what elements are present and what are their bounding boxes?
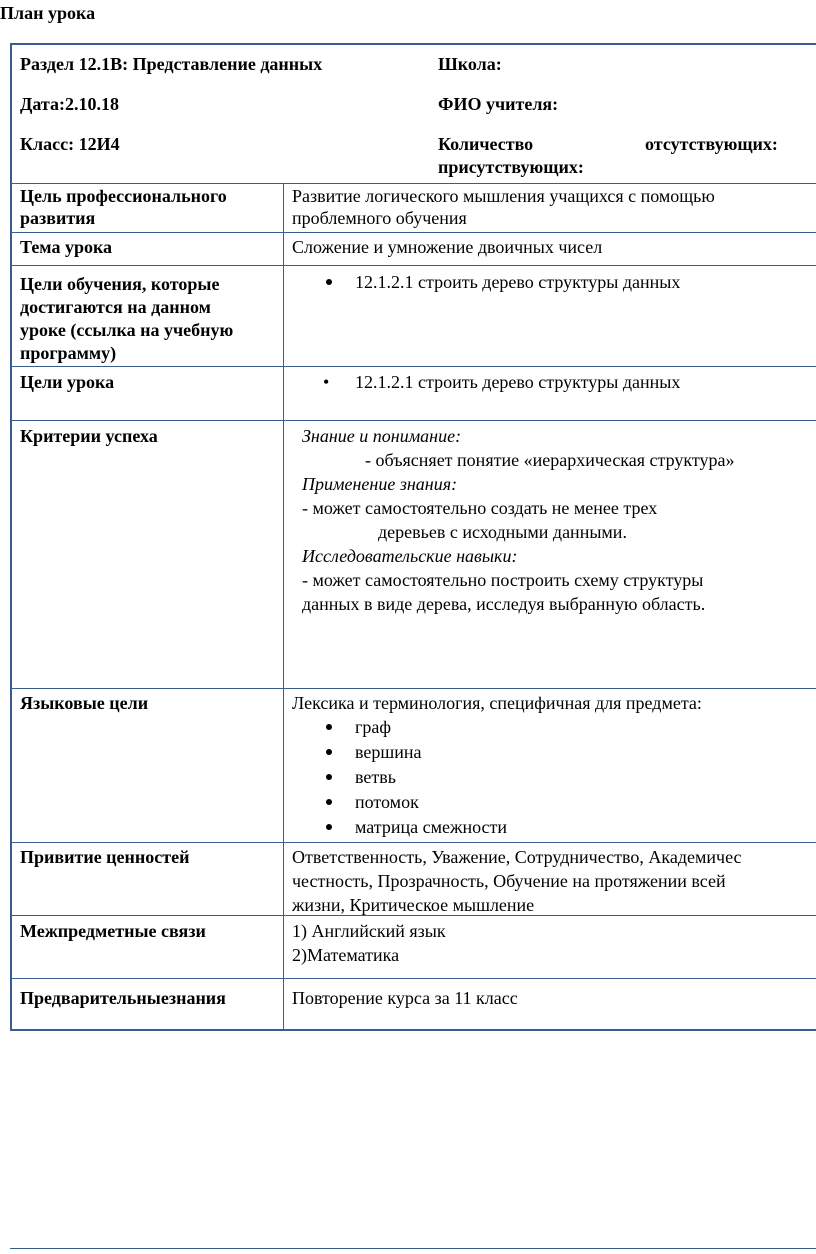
bullet-icon: [326, 279, 332, 285]
interdisciplinary-line: 2)Математика: [292, 945, 400, 965]
date-label: Дата:2.10.18: [20, 94, 119, 114]
bullet-icon: [326, 749, 332, 755]
school-label: Школа:: [438, 54, 502, 74]
section-label: Раздел 12.1В: Представление данных: [20, 54, 323, 74]
criteria-heading: Исследовательские навыки:: [302, 546, 518, 566]
values-line: честность, Прозрачность, Обучение на протяжении всей: [292, 871, 726, 891]
class-label: Класс: 12И4: [20, 134, 120, 154]
row-divider: [10, 265, 816, 266]
interdisciplinary-line: 1) Английский язык: [292, 921, 446, 941]
topic-label: Тема урока: [20, 237, 113, 257]
count-label: Количество: [438, 134, 534, 154]
row-divider: [10, 232, 816, 233]
language-item: ветвь: [355, 767, 396, 787]
bullet-icon: •: [323, 372, 330, 392]
criteria-line: деревьев с исходными данными.: [378, 522, 627, 542]
language-item: граф: [355, 717, 392, 737]
language-item: потомок: [355, 792, 419, 812]
bullet-icon: [326, 724, 332, 730]
prior-value: Повторение курса за 11 класс: [292, 988, 518, 1008]
prior-label: Предварительныезнания: [20, 988, 226, 1008]
criteria-line: данных в виде дерева, исследуя выбранную область.: [302, 594, 706, 614]
criteria-heading: Знание и понимание:: [302, 426, 462, 446]
interdisciplinary-label: Межпредметные связи: [20, 921, 206, 941]
lesson-goals-label: Цели урока: [20, 372, 115, 392]
present-label: присутствующих:: [438, 157, 584, 177]
criteria-line: - объясняет понятие «иерархическая структура»: [365, 450, 735, 470]
lesson-goals-item: 12.1.2.1 строить дерево структуры данных: [355, 372, 681, 392]
criteria-label: Критерии успеха: [20, 426, 158, 446]
bullet-icon: [326, 774, 332, 780]
footer-line: [10, 1248, 816, 1249]
bullet-icon: [326, 824, 332, 830]
objectives-label: программу): [20, 343, 117, 363]
row-divider: [10, 366, 816, 367]
row-divider: [10, 978, 816, 979]
goal-label: развития: [20, 208, 96, 228]
row-divider: [10, 183, 816, 184]
absent-label: отсутствующих:: [645, 134, 778, 154]
teacher-label: ФИО учителя:: [438, 94, 559, 114]
goal-value: проблемного обучения: [292, 208, 467, 228]
objectives-label: уроке (ссылка на учебную: [20, 320, 234, 340]
values-label: Привитие ценностей: [20, 847, 190, 867]
objectives-item: 12.1.2.1 строить дерево структуры данных: [355, 272, 681, 292]
row-divider: [10, 842, 816, 843]
goal-value: Развитие логического мышления учащихся с помощью: [292, 186, 715, 206]
criteria-line: - может самостоятельно построить схему структуры: [302, 570, 704, 590]
page-title: План урока: [0, 3, 96, 23]
criteria-heading: Применение знания:: [302, 474, 458, 494]
bullet-icon: [326, 799, 332, 805]
objectives-label: достигаются на данном: [20, 297, 211, 317]
values-line: Ответственность, Уважение, Сотрудничество, Академичес: [292, 847, 742, 867]
values-line: жизни, Критическое мышление: [292, 895, 535, 915]
language-item: матрица смежности: [355, 817, 508, 837]
row-divider: [10, 688, 816, 689]
goal-label: Цель профессионального: [20, 186, 227, 206]
criteria-line: - может самостоятельно создать не менее трех: [302, 498, 658, 518]
column-divider: [283, 183, 284, 1031]
topic-value: Сложение и умножение двоичных чисел: [292, 237, 603, 257]
objectives-label: Цели обучения, которые: [20, 274, 220, 294]
language-label: Языковые цели: [20, 693, 149, 713]
row-divider: [10, 420, 816, 421]
language-item: вершина: [355, 742, 422, 762]
language-intro: Лексика и терминология, специфичная для предмета:: [292, 693, 702, 713]
